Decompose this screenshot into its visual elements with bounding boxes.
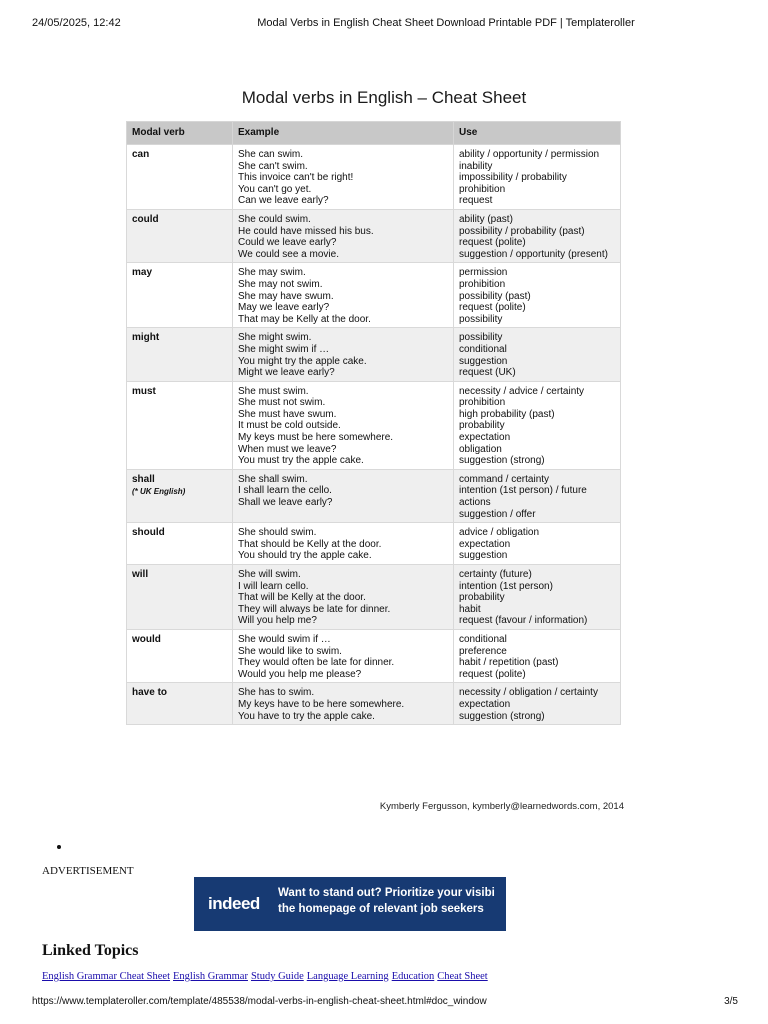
table-row: [127, 328, 621, 381]
use-description: permission: [459, 267, 508, 279]
use-description: expectation: [459, 538, 511, 550]
example-cell: [233, 145, 454, 210]
example-sentence: Can we leave early?: [238, 195, 329, 207]
use-description: habit: [459, 603, 481, 615]
use-description: suggestion: [459, 355, 508, 367]
example-sentence: I will learn cello.: [238, 580, 309, 592]
cheat-sheet-table-container: [126, 121, 621, 725]
modal-verb: would: [132, 633, 161, 645]
example-sentence: I shall learn the cello.: [238, 485, 332, 497]
modal-verb: should: [132, 527, 165, 539]
example-sentence: She can't swim.: [238, 160, 308, 172]
table-header-row: [127, 122, 621, 145]
print-header-datetime: 24/05/2025, 12:42: [32, 17, 121, 29]
use-description: command / certainty: [459, 473, 550, 485]
example-sentence: She shall swim.: [238, 473, 308, 485]
example-sentence: That will be Kelly at the door.: [238, 592, 366, 604]
use-description: expectation: [459, 432, 511, 444]
modal-verb-note: (* UK English): [132, 487, 186, 497]
example-sentence: She must swim.: [238, 385, 309, 397]
use-description: inability: [459, 160, 493, 172]
modal-verb-cell: [127, 523, 233, 565]
print-footer-page: 3/5: [724, 996, 738, 1007]
modal-verb-cell: [127, 629, 233, 682]
modal-verb-cell: [127, 381, 233, 469]
table-row: [127, 523, 621, 565]
example-sentence: You must try the apple cake.: [238, 455, 364, 467]
use-cell: [454, 469, 621, 522]
ad-text-line-1: Want to stand out? Prioritize your visibi: [278, 887, 495, 899]
table-row: [127, 381, 621, 469]
document-title: Modal verbs in English – Cheat Sheet: [241, 88, 527, 107]
use-cell: [454, 145, 621, 210]
use-cell: [454, 629, 621, 682]
use-description: expectation: [459, 698, 511, 710]
use-description: intention (1st person) / future: [459, 485, 587, 497]
use-description: certainty (future): [459, 569, 532, 580]
table-row: [127, 629, 621, 682]
table-row: [127, 145, 621, 210]
example-sentence: They would often be late for dinner.: [238, 657, 395, 669]
modal-verb-cell: [127, 565, 233, 630]
modal-verb-cell: [127, 328, 233, 381]
modal-verb: could: [132, 213, 159, 225]
use-description: request: [459, 195, 493, 207]
modal-verb-cell: [127, 469, 233, 522]
table-row: [127, 209, 621, 262]
example-sentence: They will always be late for dinner.: [238, 603, 391, 615]
example-sentence: Could we leave early?: [238, 237, 337, 249]
use-description: possibility: [459, 332, 503, 344]
linked-topics-list: [42, 971, 491, 982]
example-sentence: You might try the apple cake.: [238, 355, 367, 367]
example-cell: [233, 209, 454, 262]
use-description: request (polite): [459, 237, 526, 249]
use-description: necessity / advice / certainty: [459, 385, 585, 397]
use-cell: [454, 328, 621, 381]
use-description: probability: [459, 592, 505, 604]
modal-verb: can: [132, 149, 150, 160]
credit-line: Kymberly Fergusson, kymberly@learnedwords.com, 2014: [379, 801, 624, 812]
table-row: [127, 469, 621, 522]
use-description: request (polite): [459, 302, 526, 314]
column-header-example: Example: [233, 122, 454, 145]
table-row: [127, 565, 621, 630]
example-sentence: She must not swim.: [238, 397, 326, 409]
example-sentence: This invoice can't be right!: [238, 172, 354, 184]
example-sentence: That may be Kelly at the door.: [238, 313, 371, 325]
example-sentence: That should be Kelly at the door.: [238, 538, 382, 550]
example-cell: [233, 629, 454, 682]
use-description: advice / obligation: [459, 527, 540, 539]
example-sentence: My keys must be here somewhere.: [238, 432, 394, 444]
ad-text-line-2: the homepage of relevant job seekers: [278, 903, 484, 915]
print-header-title: Modal Verbs in English Cheat Sheet Download Printable PDF | Templateroller: [257, 17, 635, 29]
example-sentence: You should try the apple cake.: [238, 550, 372, 562]
linked-topics-heading: Linked Topics: [42, 942, 139, 959]
advertisement-label: ADVERTISEMENT: [42, 865, 134, 877]
modal-verb: will: [132, 569, 149, 580]
table-row: [127, 683, 621, 725]
column-header-use: Use: [454, 122, 621, 145]
example-sentence: She might swim if …: [238, 343, 330, 355]
example-sentence: My keys have to be here somewhere.: [238, 698, 405, 710]
use-description: suggestion / opportunity (present): [459, 248, 608, 260]
modal-verb: might: [132, 332, 160, 344]
use-description: actions: [459, 497, 491, 509]
example-sentence: Would you help me please?: [238, 668, 362, 680]
use-description: habit / repetition (past): [459, 657, 559, 669]
example-sentence: She would like to swim.: [238, 645, 342, 657]
use-description: prohibition: [459, 183, 506, 195]
example-sentence: She might swim.: [238, 332, 312, 344]
use-description: conditional: [459, 633, 507, 645]
example-sentence: She may have swum.: [238, 290, 334, 302]
use-description: suggestion: [459, 550, 508, 562]
use-description: probability: [459, 420, 505, 432]
example-sentence: You have to try the apple cake.: [238, 710, 375, 722]
topic-link[interactable]: English Grammar: [173, 971, 248, 982]
use-description: possibility: [459, 313, 503, 325]
topic-link[interactable]: Cheat Sheet: [437, 971, 488, 982]
use-description: high probability (past): [459, 408, 555, 420]
modal-verb: may: [132, 267, 153, 279]
modal-verb: must: [132, 385, 156, 397]
example-cell: [233, 328, 454, 381]
example-cell: [233, 381, 454, 469]
example-sentence: When must we leave?: [238, 443, 337, 455]
example-sentence: She can swim.: [238, 149, 304, 160]
use-cell: [454, 209, 621, 262]
example-cell: [233, 683, 454, 725]
use-description: suggestion (strong): [459, 710, 545, 722]
use-description: intention (1st person): [459, 580, 553, 592]
example-sentence: Shall we leave early?: [238, 497, 333, 509]
topic-link[interactable]: Education: [391, 971, 435, 982]
modal-verb-cell: [127, 683, 233, 725]
example-sentence: She should swim.: [238, 527, 317, 539]
topic-link[interactable]: Study Guide: [250, 971, 304, 982]
ad-copy: [278, 885, 495, 917]
modal-verb-cell: [127, 145, 233, 210]
column-header-modal-verb: Modal verb: [127, 122, 233, 145]
use-description: prohibition: [459, 278, 506, 290]
use-description: possibility (past): [459, 290, 531, 302]
print-footer-url: https://www.templateroller.com/template/485538/modal-verbs-in-english-cheat-sheet.html#doc_window: [32, 996, 487, 1007]
use-description: preference: [459, 645, 507, 657]
example-sentence: Might we leave early?: [238, 367, 335, 379]
example-sentence: We could see a movie.: [238, 248, 339, 260]
example-sentence: She may not swim.: [238, 278, 323, 290]
indeed-logo: indeed: [208, 894, 260, 913]
use-cell: [454, 381, 621, 469]
use-description: ability (past): [459, 213, 513, 225]
use-description: possibility / probability (past): [459, 225, 585, 237]
advertisement-banner[interactable]: [194, 877, 506, 931]
example-cell: [233, 523, 454, 565]
example-cell: [233, 565, 454, 630]
modal-verbs-table: [126, 121, 621, 725]
use-description: obligation: [459, 443, 502, 455]
example-sentence: You can't go yet.: [238, 183, 312, 195]
topic-link[interactable]: Language Learning: [306, 971, 389, 982]
use-description: impossibility / probability: [459, 172, 567, 184]
use-description: request (favour / information): [459, 615, 588, 627]
use-description: request (UK): [459, 367, 516, 379]
modal-verb-cell: [127, 263, 233, 328]
example-sentence: She may swim.: [238, 267, 306, 279]
example-sentence: She would swim if …: [238, 633, 331, 645]
use-description: prohibition: [459, 397, 506, 409]
example-sentence: She must have swum.: [238, 408, 337, 420]
modal-verb-cell: [127, 209, 233, 262]
example-sentence: He could have missed his bus.: [238, 225, 374, 237]
example-sentence: She has to swim.: [238, 687, 315, 699]
use-cell: [454, 523, 621, 565]
use-description: suggestion / offer: [459, 508, 536, 520]
example-sentence: It must be cold outside.: [238, 420, 341, 432]
modal-verb: shall: [132, 473, 155, 485]
example-sentence: Will you help me?: [238, 615, 317, 627]
use-cell: [454, 565, 621, 630]
use-description: ability / opportunity / permission: [459, 149, 600, 160]
use-cell: [454, 683, 621, 725]
use-description: necessity / obligation / certainty: [459, 687, 598, 699]
table-row: [127, 263, 621, 328]
table-body: [127, 145, 621, 725]
use-description: conditional: [459, 343, 507, 355]
example-sentence: May we leave early?: [238, 302, 330, 314]
use-description: suggestion (strong): [459, 455, 545, 467]
use-cell: [454, 263, 621, 328]
example-sentence: She could swim.: [238, 213, 311, 225]
example-sentence: She will swim.: [238, 569, 301, 580]
use-description: request (polite): [459, 668, 526, 680]
topic-link[interactable]: English Grammar Cheat Sheet: [42, 971, 171, 982]
bullet-dot: [57, 845, 61, 849]
modal-verb: have to: [132, 687, 168, 699]
example-cell: [233, 263, 454, 328]
example-cell: [233, 469, 454, 522]
